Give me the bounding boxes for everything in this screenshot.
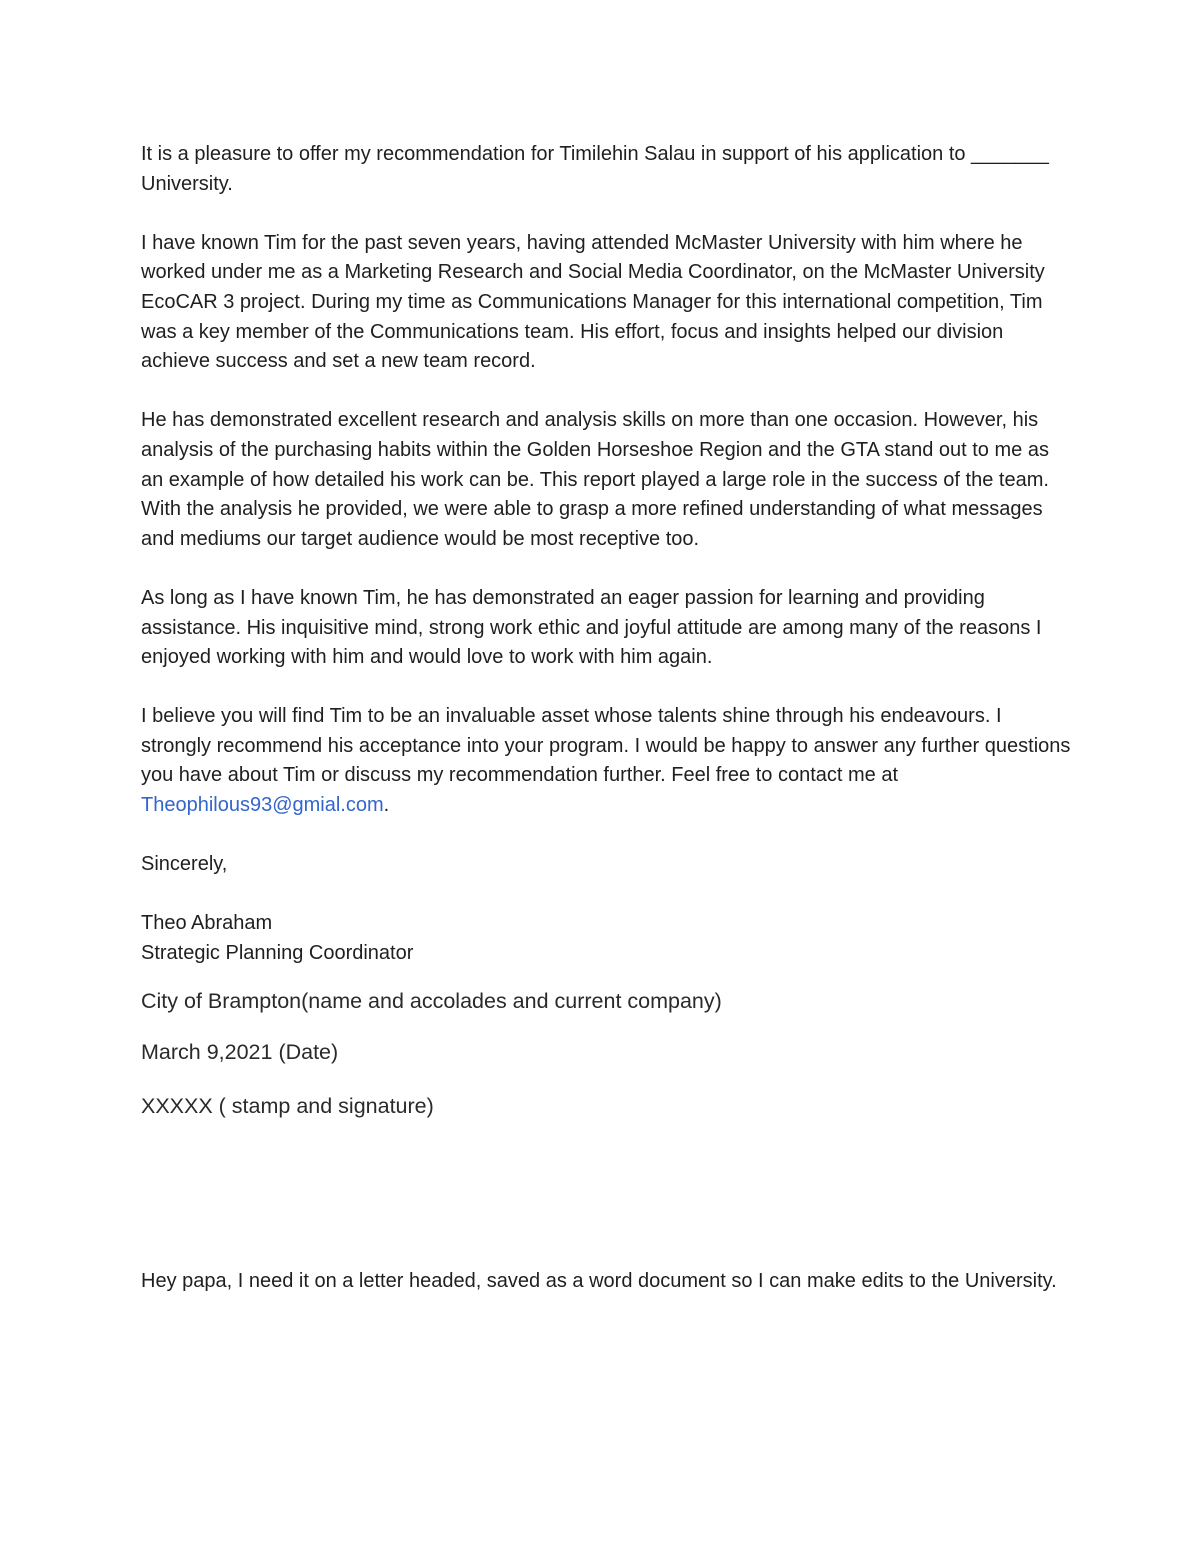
paragraph-character: As long as I have known Tim, he has demonstrated an eager passion for learning and providing assistance. His inquisitive mind, strong work ethic and joyful attitude are among many of the reasons I enjoyed working with him and would love to work with him again. xyxy=(141,586,1042,669)
closing: Sincerely, xyxy=(141,853,228,876)
paragraph-recommendation xyxy=(141,702,1071,820)
email-link[interactable]: Theophilous93@gmial.com xyxy=(141,794,384,817)
organization: City of Brampton(name and accolades and current company) xyxy=(141,988,722,1013)
footer-note: Hey papa, I need it on a letter headed, saved as a word document so I can make edits to the University. xyxy=(141,1270,1057,1292)
paragraph-intro: It is a pleasure to offer my recommendation for Timilehin Salau in support of his application to _______ University. xyxy=(141,143,1049,195)
signer-title: Strategic Planning Coordinator xyxy=(141,942,414,965)
stamp-signature: XXXXX ( stamp and signature) xyxy=(141,1093,434,1118)
paragraph-skills: He has demonstrated excellent research and analysis skills on more than one occasion. However, his analysis of the purchasing habits within the Golden Horseshoe Region and the GTA stand out to me as an example of how detailed his work can be. This report played a large role in the success of the team. With the analysis he provided, we were able to grasp a more refined understanding of what messages and mediums our target audience would be most receptive too. xyxy=(141,409,1049,550)
signer-name: Theo Abraham xyxy=(141,912,273,935)
recommendation-text: I believe you will find Tim to be an invaluable asset whose talents shine through his endeavours. I strongly recommend his acceptance into your program. I would be happy to answer any further questions you have about Tim or discuss my recommendation further. Feel free to contact me at xyxy=(141,705,1071,787)
paragraph-background: I have known Tim for the past seven years, having attended McMaster University with him where he worked under me as a Marketing Research and Social Media Coordinator, on the McMaster University EcoCAR 3 project. During my time as Communications Manager for this international competition, Tim was a key member of the Communications team. His effort, focus and insights helped our division achieve success and set a new team record. xyxy=(141,231,1045,373)
signature-block xyxy=(141,909,1071,968)
letter-body xyxy=(141,140,1071,1121)
email-suffix: . xyxy=(383,794,390,817)
letter-date: March 9,2021 (Date) xyxy=(141,1040,339,1065)
